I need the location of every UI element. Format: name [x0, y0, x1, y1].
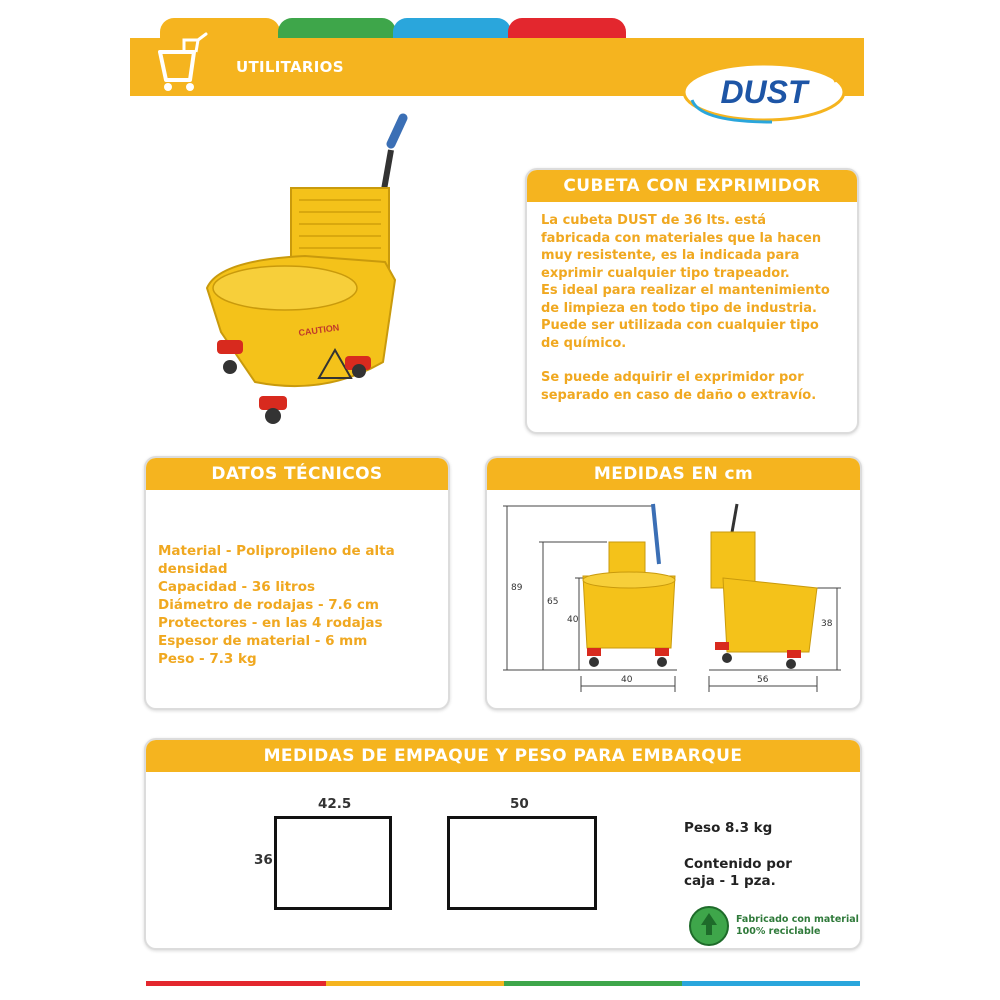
measures-diagram: [487, 492, 860, 708]
description-paragraph: Es ideal para realizar el mantenimiento de limpieza en todo tipo de industria.: [541, 283, 830, 316]
tech-item: Material - Polipropileno de alta densidad: [158, 543, 395, 577]
box-content-line: Contenido por: [684, 856, 792, 872]
tab-blue: [393, 18, 511, 40]
tab-green: [278, 18, 396, 40]
description-paragraph: Puede ser utilizada con cualquier tipo de químico.: [541, 318, 819, 351]
footer-bar-blue: [682, 981, 860, 986]
description-text: [541, 212, 831, 404]
recycle-line: 100% reciclable: [736, 926, 821, 937]
box-front: [274, 816, 392, 910]
box-content: [684, 856, 792, 890]
recycle-icon: [688, 905, 730, 947]
dim-height-total: 89: [511, 583, 523, 593]
recycle-line: Fabricado con material: [736, 914, 859, 925]
recycle-text: [736, 914, 859, 938]
dust-logo: [680, 56, 850, 128]
footer-bar-yellow: [326, 981, 504, 986]
measures-title: MEDIDAS EN cm: [487, 458, 860, 490]
tab-red: [508, 18, 626, 40]
dim-height-bucket: 40: [567, 615, 579, 625]
box2-width-label: 50: [510, 796, 529, 812]
dim-height-handle: 65: [547, 597, 559, 607]
dim-side-depth: 56: [757, 675, 769, 685]
cart-icon: [154, 32, 216, 94]
dim-side-height: 38: [821, 619, 833, 629]
dim-width: 40: [621, 675, 633, 685]
description-card: [525, 168, 859, 434]
tech-list: [158, 542, 448, 668]
section-title: UTILITARIOS: [236, 58, 344, 76]
tech-item: Espesor de material - 6 mm: [158, 633, 368, 649]
tech-card: [144, 456, 450, 710]
description-paragraph: La cubeta DUST de 36 lts. está fabricada con materiales que la hacen muy resistente, es la indicada para exprimir cualquier tipo trapeador.: [541, 213, 822, 281]
box-height-label: 36: [254, 852, 273, 868]
caution-label: CAUTION: [297, 322, 340, 338]
packing-title: MEDIDAS DE EMPAQUE Y PESO PARA EMBARQUE: [146, 740, 860, 772]
measures-card: [485, 456, 862, 710]
footer-bar-green: [504, 981, 682, 986]
bucket-illustration: [195, 100, 455, 430]
description-title: CUBETA CON EXPRIMIDOR: [527, 170, 857, 202]
box1-width-label: 42.5: [318, 796, 352, 812]
tech-item: Protectores - en las 4 rodajas: [158, 615, 383, 631]
description-paragraph: Se puede adquirir el exprimidor por separado en caso de daño o extravío.: [541, 370, 817, 403]
shipping-weight: Peso 8.3 kg: [684, 820, 773, 836]
footer-bar-red: [146, 981, 326, 986]
tech-item: Capacidad - 36 litros: [158, 579, 316, 595]
tech-title: DATOS TÉCNICOS: [146, 458, 448, 490]
tech-item: Diámetro de rodajas - 7.6 cm: [158, 597, 379, 613]
box-side: [447, 816, 597, 910]
box-content-line: caja - 1 pza.: [684, 873, 776, 889]
tech-item: Peso - 7.3 kg: [158, 651, 257, 667]
brand-text: DUST: [720, 74, 808, 110]
